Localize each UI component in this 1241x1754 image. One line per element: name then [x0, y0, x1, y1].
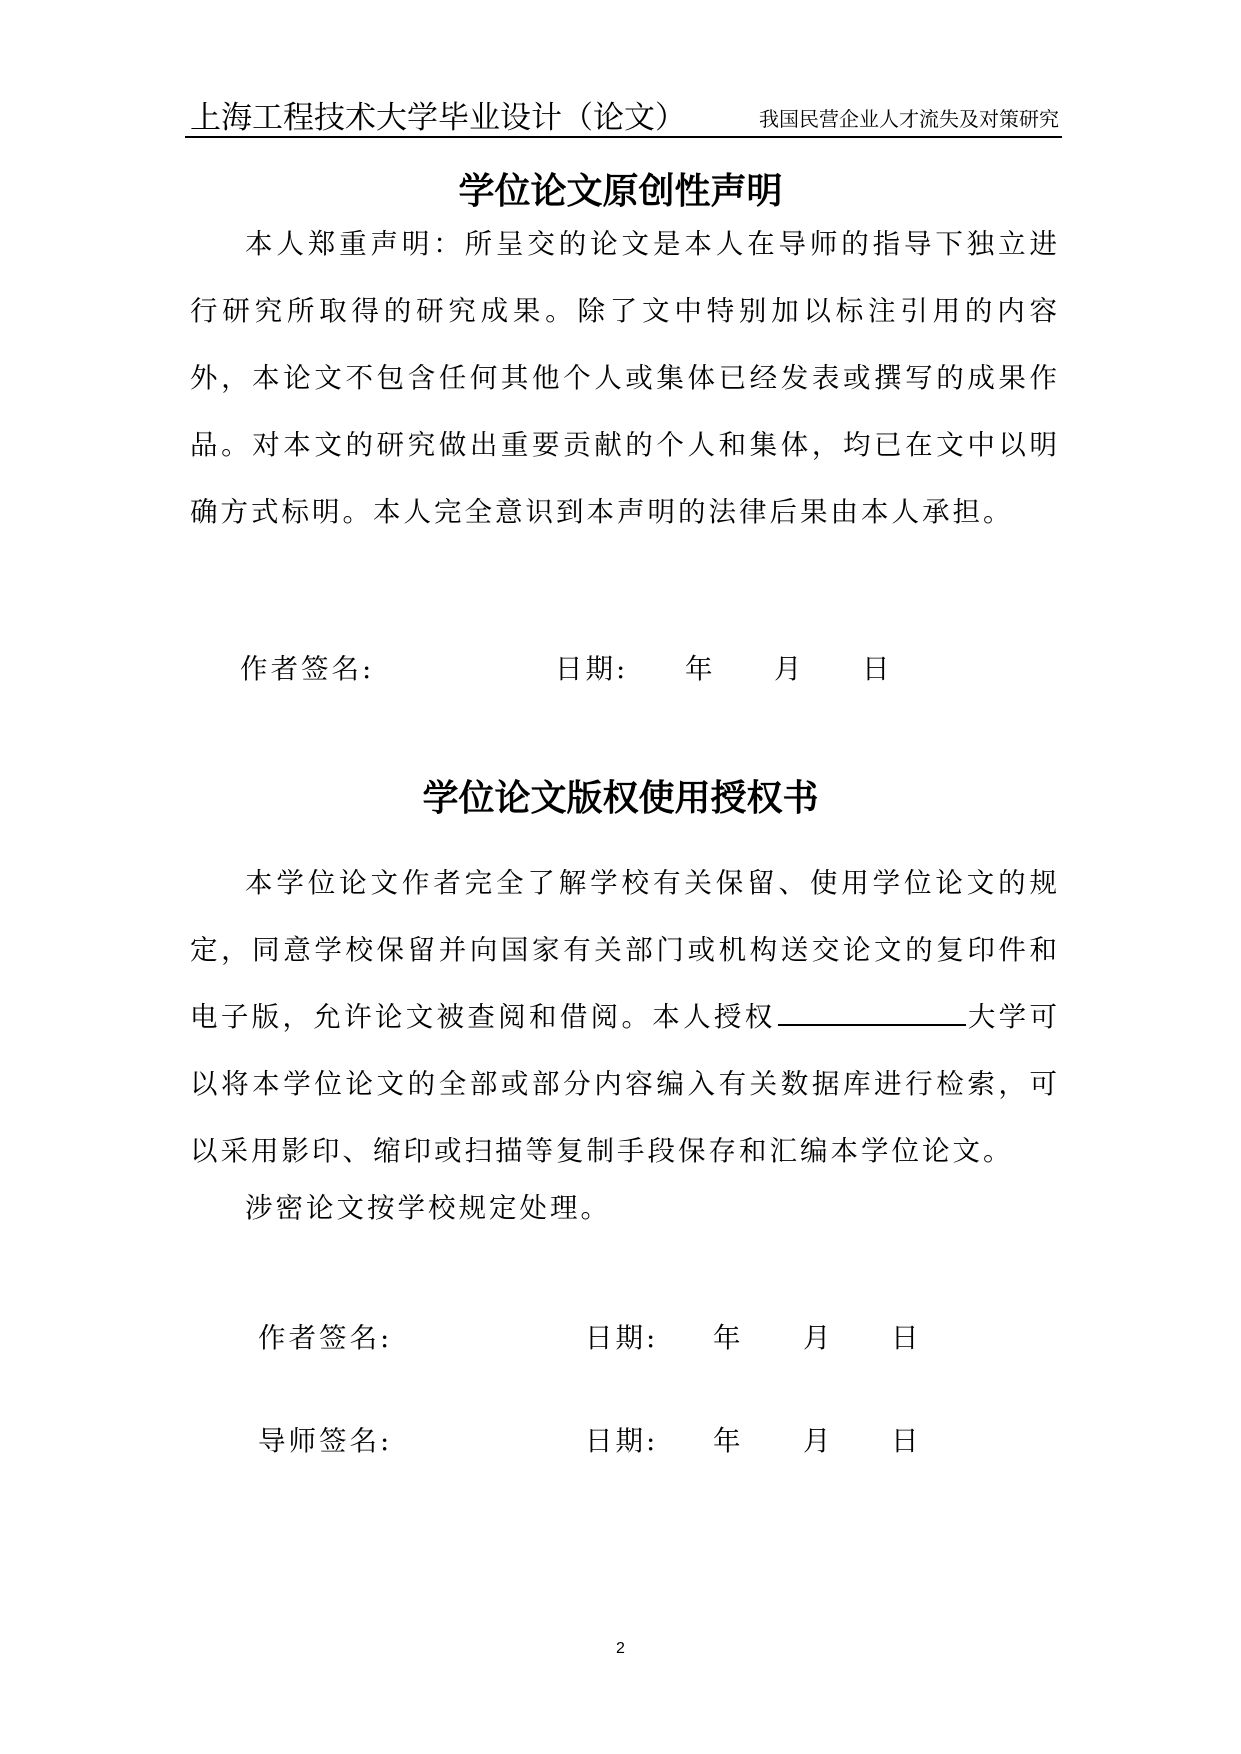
authorization-title: 学位论文版权使用授权书 [422, 778, 819, 819]
advisor-day-label: 日 [891, 1425, 922, 1457]
header-school-title: 上海工程技术大学毕业设计（论文） [190, 100, 686, 136]
declaration-title: 学位论文原创性声明 [458, 171, 783, 212]
author-month-label: 月 [803, 1322, 834, 1354]
author-year-label: 年 [713, 1322, 744, 1354]
page-number: 2 [616, 1640, 625, 1657]
advisor-month-label: 月 [803, 1425, 834, 1457]
declaration-author-signature-label: 作者签名: [240, 653, 375, 685]
page-header [185, 88, 1062, 138]
author-date-label: 日期: [585, 1322, 659, 1354]
declaration-body: 本人郑重声明：所呈交的论文是本人在导师的指导下独立进行研究所取得的研究成果。除了文中特别加以标注引用的内容外，本论文不包含任何其他个人或集体已经发表或撰写的成果作品。对本文的研究做出重要贡献的个人和集体，均已在文中以明确方式标明。本人完全意识到本声明的法律后果由本人承担。 [190, 228, 1060, 528]
secret-note: 涉密论文按学校规定处理。 [245, 1192, 611, 1224]
authorization-body-before: 本学位论文作者完全了解学校有关保留、使用学位论文的规定，同意学校保留并向国家有关部门或机构送交论文的复印件和电子版，允许论文被查阅和借阅。本人授权 [190, 867, 1060, 1033]
author-day-label: 日 [891, 1322, 922, 1354]
author-signature-label: 作者签名: [258, 1322, 393, 1354]
declaration-date-label: 日期: [555, 653, 629, 685]
advisor-signature-label: 导师签名: [258, 1425, 393, 1457]
header-thesis-title: 我国民营企业人才流失及对策研究 [759, 107, 1059, 131]
advisor-date-label: 日期: [585, 1425, 659, 1457]
advisor-year-label: 年 [713, 1425, 744, 1457]
authorization-body-after: 大学可以将本学位论文的全部或部分内容编入有关数据库进行检索，可以采用影印、缩印或扫描等复制手段保存和汇编本学位论文。 [190, 1001, 1061, 1167]
declaration-month-label: 月 [774, 653, 805, 685]
declaration-year-label: 年 [685, 653, 716, 685]
authorization-body [190, 850, 1060, 1185]
declaration-day-label: 日 [862, 653, 893, 685]
university-name-blank [778, 1002, 966, 1026]
